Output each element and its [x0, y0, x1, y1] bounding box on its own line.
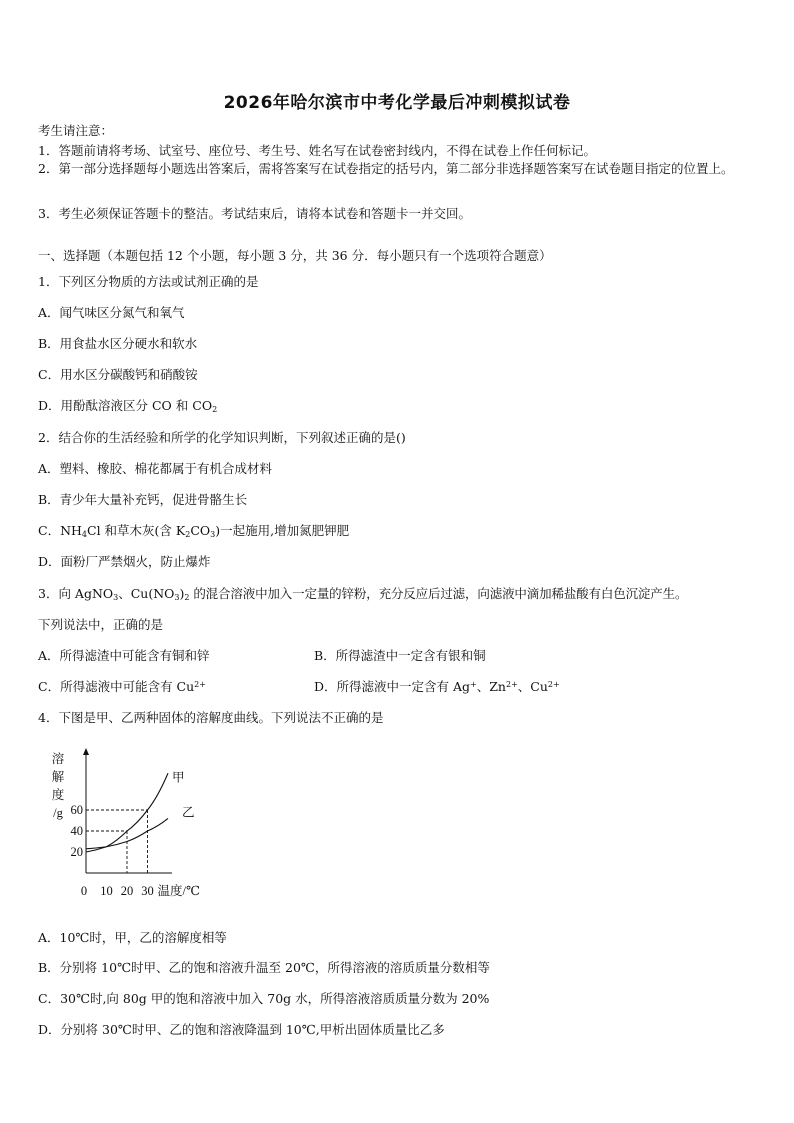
section-heading: 一、选择题（本题包括 12 个小题，每小题 3 分，共 36 分．每小题只有一个选项符合题意） — [38, 248, 552, 263]
q4-option-b[interactable]: B．分别将 10℃时甲、乙的饱和溶液升温至 20℃，所得溶液的溶质质量分数相等 — [38, 960, 490, 975]
x-tick-label-30: 30 — [141, 884, 154, 898]
q1-option-d[interactable] — [38, 396, 217, 414]
subscript: 2 — [185, 530, 191, 539]
q3-d-text: 、Cu — [517, 679, 548, 694]
q3-option-d[interactable] — [314, 677, 560, 695]
subscript: 2 — [184, 593, 190, 602]
q1-option-b[interactable]: B．用食盐水区分硬水和软水 — [38, 336, 198, 351]
q3-c-text: C．所得滤液中可能含有 Cu — [38, 679, 195, 694]
notice-item-2: 2．第一部分选择题每小题选出答案后，需将答案写在试卷指定的括号内，第二部分非选择题答案写在试卷题目指定的位置上。 — [38, 161, 734, 176]
y-axis-label-part: 溶 — [51, 752, 65, 766]
q4-option-d[interactable]: D．分别将 30℃时甲、乙的饱和溶液降温到 10℃,甲析出固体质量比乙多 — [38, 1022, 445, 1037]
superscript: 2+ — [194, 680, 206, 689]
q2-option-c[interactable] — [38, 521, 349, 539]
y-axis-label-part: /g — [53, 806, 63, 820]
q2-c-part: Cl 和草木灰(含 K — [87, 523, 186, 538]
q3-option-c[interactable] — [38, 677, 206, 695]
y-tick-label-40: 40 — [70, 824, 83, 838]
q4-stem: 4．下图是甲、乙两种固体的溶解度曲线。下列说法不正确的是 — [38, 710, 384, 725]
q3-d-text: 、Zn — [476, 679, 506, 694]
q3-d-text: D．所得滤液中一定含有 Ag — [314, 679, 471, 694]
y-axis-label-part: 解 — [51, 770, 65, 784]
superscript: + — [470, 680, 477, 689]
series-label-1: 甲 — [172, 770, 185, 785]
x-tick-label-0: 0 — [80, 884, 88, 898]
notice-item-3: 3．考生必须保证答题卡的整洁。考试结束后，请将本试卷和答题卡一并交回。 — [38, 206, 471, 221]
q4-option-a[interactable]: A．10℃时，甲，乙的溶解度相等 — [38, 930, 227, 945]
q3-option-b[interactable]: B．所得滤渣中一定含有银和铜 — [314, 648, 486, 663]
series-line-1 — [86, 773, 168, 852]
q3-option-a[interactable]: A．所得滤渣中可能含有铜和锌 — [38, 648, 210, 663]
notice-item-1: 1．答题前请将考场、试室号、座位号、考生号、姓名写在试卷密封线内，不得在试卷上作任何标记。 — [38, 143, 596, 158]
x-tick-label-20: 20 — [120, 884, 134, 898]
notice-heading: 考生请注意： — [38, 123, 114, 138]
q3-stem-part: 3．向 AgNO — [38, 586, 114, 601]
q3-stem-line2: 下列说法中，正确的是 — [38, 617, 164, 632]
series-label-2: 乙 — [182, 805, 195, 820]
page-title: 2026年哈尔滨市中考化学最后冲刺模拟试卷 — [223, 93, 571, 113]
q4-option-c[interactable]: C．30℃时,向 80g 甲的饱和溶液中加入 70g 水，所得溶液溶质质量分数为 20% — [38, 991, 490, 1006]
q1-option-a[interactable]: A．闻气味区分氮气和氧气 — [38, 305, 185, 320]
superscript: 2+ — [547, 680, 560, 689]
q2-option-a[interactable]: A．塑料、橡胶、棉花都属于有机合成材料 — [38, 461, 273, 476]
q1-stem: 1．下列区分物质的方法或试剂正确的是 — [38, 274, 259, 289]
q2-stem: 2．结合你的生活经验和所学的化学知识判断，下列叙述正确的是() — [38, 430, 406, 445]
subscript: 3 — [174, 593, 180, 602]
y-axis-arrow — [83, 748, 89, 755]
q2-c-part: C．NH — [38, 523, 82, 538]
x-tick-label-10: 10 — [100, 884, 113, 898]
q1-option-c[interactable]: C．用水区分碳酸钙和硝酸铵 — [38, 367, 198, 382]
q2-option-b[interactable]: B．青少年大量补充钙，促进骨骼生长 — [38, 492, 248, 507]
y-axis-label-part: 度 — [51, 788, 65, 802]
superscript: 2+ — [505, 680, 518, 689]
y-tick-label-60: 60 — [70, 803, 83, 817]
y-tick-label-20: 20 — [70, 845, 83, 859]
subscript: 4 — [81, 530, 87, 539]
q2-option-d[interactable]: D．面粉厂严禁烟火，防止爆炸 — [38, 554, 211, 569]
q3-stem-part: ) — [179, 586, 185, 601]
subscript: 2 — [212, 405, 218, 414]
q3-stem-part: 、Cu(NO — [118, 586, 175, 601]
x-axis-label: 温度/℃ — [157, 884, 200, 898]
subscript: 3 — [113, 593, 119, 602]
q3-stem-part: 的混合溶液中加入一定量的锌粉，充分反应后过滤，向滤液中滴加稀盐酸有白色沉淀产生。 — [189, 586, 688, 601]
q1-option-d-text: D．用酚酞溶液区分 CO 和 CO — [38, 398, 213, 413]
subscript: 3 — [210, 530, 216, 539]
q2-c-part: )一起施用,增加氮肥钾肥 — [215, 523, 350, 538]
q2-c-part: CO — [190, 523, 211, 538]
q3-stem — [38, 584, 687, 602]
solubility-chart — [40, 745, 230, 905]
